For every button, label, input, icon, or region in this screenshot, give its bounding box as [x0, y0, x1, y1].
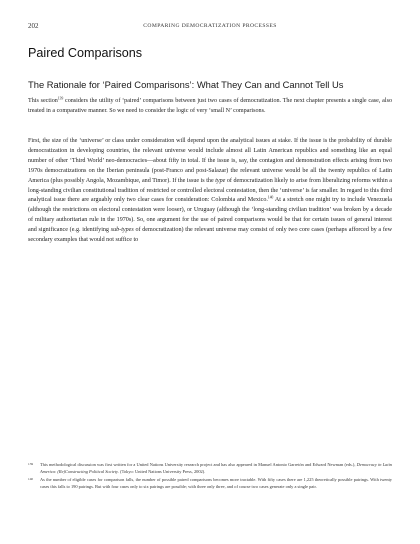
paragraph-introduction — [28, 97, 392, 117]
footnote — [28, 477, 392, 490]
paragraph-text: considers the utility of ‘paired’ comparisons between just two cases of democratization. The next chapter presents a single case, also treated in a comparative manner. So we need to consider the logic of very ‘small N’ comparisons. — [28, 98, 392, 114]
paragraph-text: of democratization likely to arise from liberalizing reforms within a long-standing civilian constitutional tradition of restricted or controlled electoral contestation, then the ‘universe’ is far smaller. In regard to this third analytical issue there are arguably only two clear cases for consideration: Colombia and Mexico. — [28, 177, 392, 204]
footnote — [28, 462, 392, 475]
footnote-number: 140 — [28, 476, 34, 481]
footnote-book-title: Democracy in Latin America: (Re)Constructing Political Society — [40, 462, 392, 474]
emphasis-text: type — [215, 177, 226, 184]
emphasis-text: sub-types — [110, 227, 134, 234]
subsection-title: The Rationale for ‘Paired Comparisons’: What They Can and Cannot Tell Us — [28, 79, 344, 90]
footnote-text: As the number of eligible cases for comparison falls, the number of possible paired comparisons becomes more tractable. With fifty cases there are 1,225 theoretically possible pairings. With twenty cases this falls to 190 pairings. But with four cases only to six pairings are possible; with three only three, and of course two cases generate only a single pair. — [40, 477, 392, 489]
paragraph-text: At a stretch one might try to include Venezuela (although the restrictions on electoral contestation were looser), or Uruguay (although the ‘long-standing civilian tradition’ was broken by a decade of military authoritarian rule in the 1970s). So, one argument for the use of paired comparisons would be that for certain issues of general interest and significance (e.g. identifying — [28, 197, 392, 234]
footnote-text — [40, 462, 392, 475]
footnote-reference[interactable]: 139 — [57, 96, 64, 101]
paragraph-universe-size — [28, 137, 392, 246]
footnote-reference[interactable]: 140 — [267, 196, 274, 201]
running-header — [28, 22, 392, 34]
footnote-text-part: This methodological discussion was first written for a United Nations University research project and has also appeared in Manuel Antonio Garretón and Edward Newman (eds.), — [40, 462, 357, 467]
paragraph-text: First, the size of the ‘universe’ or class under consideration will depend upon the analytical issues at stake. If the issue is the probability of durable democratization in developing countries, the relevant universe would include almost all Latin American republics and something like an equal number of other ‘Third World’ neo-democracies—about fifty in total. If the issue is, say, the contagion and demonstration effects arising from two 1970s democratizations on the Iberian peninsula (post-Franco and post-Salazar) the relevant universe would be all the twenty republics of Latin America (plus possibly Angola, Mozambique, and Timor). If the issue is the — [28, 138, 392, 184]
footnote-text-part: . (Tokyo: United Nations University Press, 2002). — [117, 468, 206, 474]
paragraph-text: This section — [28, 98, 58, 104]
section-title: Paired Comparisons — [28, 46, 143, 60]
footnote-number: 139 — [28, 461, 34, 466]
running-title: COMPARING DEMOCRATIZATION PROCESSES — [143, 22, 277, 29]
paragraph-text: of democratization) the relevant universe may consist of only two core cases (perhaps afforced by a few secondary examples that would not suffice to — [28, 227, 392, 244]
page-number: 202 — [28, 22, 39, 30]
